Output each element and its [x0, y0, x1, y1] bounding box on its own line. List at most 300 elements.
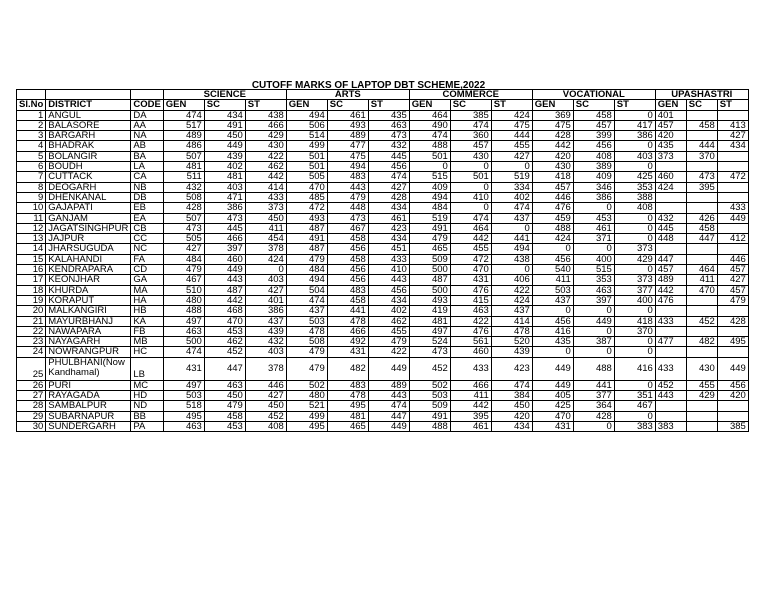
- cutoff-cell: 501: [450, 172, 491, 182]
- header-sc: SC: [204, 100, 245, 110]
- row-district: KALAHANDI: [46, 254, 131, 264]
- cutoff-cell: 0: [614, 265, 655, 275]
- cutoff-cell: 373: [245, 203, 286, 213]
- cutoff-cell: 444: [491, 131, 532, 141]
- cutoff-cell: 411: [245, 223, 286, 233]
- cutoff-cell: 491: [409, 223, 450, 233]
- row-district: ANGUL: [46, 110, 131, 120]
- cutoff-cell: 524: [409, 337, 450, 347]
- table-row: [17, 162, 749, 172]
- table-row: [17, 401, 749, 411]
- cutoff-cell: 481: [204, 172, 245, 182]
- row-district: DEOGARH: [46, 182, 131, 192]
- cutoff-cell: 411: [450, 391, 491, 401]
- cutoff-cell: 437: [286, 306, 327, 316]
- row-code: DA: [131, 110, 163, 120]
- cutoff-cell: 434: [204, 110, 245, 120]
- cutoff-cell: 429: [686, 391, 717, 401]
- cutoff-cell: 479: [368, 337, 409, 347]
- cutoff-cell: 434: [491, 421, 532, 431]
- cutoff-cell: 0: [491, 265, 532, 275]
- table-row: [17, 380, 749, 390]
- row-sl-no: 23: [17, 337, 46, 347]
- cutoff-cell: 450: [491, 401, 532, 411]
- cutoff-cell: 400: [614, 295, 655, 305]
- cutoff-cell: 461: [573, 223, 614, 233]
- cutoff-cell: 466: [204, 234, 245, 244]
- cutoff-cell: 461: [450, 421, 491, 431]
- row-sl-no: 12: [17, 223, 46, 233]
- cutoff-cell: 430: [450, 151, 491, 161]
- cutoff-cell: 433: [655, 316, 686, 326]
- cutoff-cell: 504: [286, 285, 327, 295]
- cutoff-cell: [717, 244, 748, 254]
- row-code: MA: [131, 285, 163, 295]
- cutoff-cell: 422: [368, 347, 409, 357]
- row-code: MC: [131, 380, 163, 390]
- row-district: PURI: [46, 380, 131, 390]
- cutoff-cell: 518: [163, 401, 204, 411]
- cutoff-cell: 0: [245, 265, 286, 275]
- cutoff-cell: 397: [204, 244, 245, 254]
- cutoff-cell: 457: [450, 141, 491, 151]
- cutoff-cell: [655, 162, 686, 172]
- cutoff-cell: 449: [204, 141, 245, 151]
- cutoff-cell: 450: [245, 213, 286, 223]
- cutoff-cell: 430: [532, 162, 573, 172]
- row-sl-no: 25: [17, 357, 46, 380]
- cutoff-cell: 511: [163, 172, 204, 182]
- row-district: SUBARNAPUR: [46, 411, 131, 421]
- row-sl-no: 28: [17, 401, 46, 411]
- cutoff-cell: 401: [245, 295, 286, 305]
- cutoff-cell: 424: [491, 295, 532, 305]
- cutoff-cell: 413: [717, 120, 748, 130]
- cutoff-cell: 493: [327, 120, 368, 130]
- cutoff-cell: 0: [614, 380, 655, 390]
- cutoff-cell: 437: [491, 306, 532, 316]
- cutoff-cell: 470: [532, 411, 573, 421]
- cutoff-cell: 416: [532, 326, 573, 336]
- cutoff-cell: 447: [686, 234, 717, 244]
- cutoff-cell: 406: [491, 275, 532, 285]
- cutoff-cell: 494: [327, 162, 368, 172]
- cutoff-cell: 492: [327, 337, 368, 347]
- cutoff-cell: 463: [450, 306, 491, 316]
- row-sl-no: 29: [17, 411, 46, 421]
- cutoff-cell: 481: [409, 316, 450, 326]
- cutoff-cell: 0: [614, 141, 655, 151]
- cutoff-cell: 0: [450, 162, 491, 172]
- cutoff-cell: 420: [655, 131, 686, 141]
- cutoff-cell: 431: [327, 347, 368, 357]
- cutoff-cell: 383: [614, 421, 655, 431]
- cutoff-cell: 433: [245, 192, 286, 202]
- cutoff-cell: 464: [450, 223, 491, 233]
- cutoff-cell: [655, 203, 686, 213]
- cutoff-cell: 425: [614, 172, 655, 182]
- cutoff-cell: 456: [717, 380, 748, 390]
- header-sl-no: Sl.No: [17, 100, 46, 110]
- cutoff-cell: 443: [204, 275, 245, 285]
- row-sl-no: 7: [17, 172, 46, 182]
- cutoff-cell: 475: [327, 151, 368, 161]
- cutoff-cell: 455: [491, 141, 532, 151]
- row-district: KHURDA: [46, 285, 131, 295]
- cutoff-cell: 495: [717, 337, 748, 347]
- row-sl-no: 21: [17, 316, 46, 326]
- cutoff-cell: 465: [409, 244, 450, 254]
- cutoff-cell: 458: [686, 120, 717, 130]
- cutoff-cell: 456: [573, 141, 614, 151]
- cutoff-cell: 503: [409, 391, 450, 401]
- cutoff-cell: 425: [532, 401, 573, 411]
- cutoff-cell: 487: [286, 223, 327, 233]
- cutoff-cell: 458: [204, 411, 245, 421]
- cutoff-cell: 410: [368, 265, 409, 275]
- row-district: BARGARH: [46, 131, 131, 141]
- blank-cell: [46, 90, 131, 100]
- cutoff-cell: 0: [573, 244, 614, 254]
- cutoff-cell: 427: [163, 244, 204, 254]
- cutoff-cell: 480: [286, 391, 327, 401]
- cutoff-cell: 461: [368, 213, 409, 223]
- cutoff-cell: 474: [409, 131, 450, 141]
- row-code: NA: [131, 131, 163, 141]
- row-sl-no: 2: [17, 120, 46, 130]
- cutoff-cell: 474: [491, 203, 532, 213]
- cutoff-cell: 491: [286, 234, 327, 244]
- cutoff-cell: 503: [163, 391, 204, 401]
- row-code: MB: [131, 337, 163, 347]
- cutoff-cell: 385: [450, 110, 491, 120]
- cutoff-cell: 453: [204, 326, 245, 336]
- cutoff-cell: 420: [717, 391, 748, 401]
- row-sl-no: 18: [17, 285, 46, 295]
- cutoff-cell: 474: [368, 401, 409, 411]
- cutoff-cell: 478: [286, 326, 327, 336]
- cutoff-cell: 479: [286, 347, 327, 357]
- row-sl-no: 13: [17, 234, 46, 244]
- cutoff-cell: [686, 295, 717, 305]
- header-gen: GEN: [655, 100, 686, 110]
- table-row: [17, 265, 749, 275]
- table-row: [17, 347, 749, 357]
- cutoff-cell: 456: [327, 275, 368, 285]
- cutoff-cell: 470: [204, 316, 245, 326]
- cutoff-cell: 450: [204, 391, 245, 401]
- cutoff-cell: [686, 192, 717, 202]
- cutoff-cell: 452: [204, 347, 245, 357]
- cutoff-cell: 479: [204, 401, 245, 411]
- cutoff-cell: 456: [327, 265, 368, 275]
- table-row: [17, 141, 749, 151]
- table-row: [17, 285, 749, 295]
- cutoff-cell: [717, 401, 748, 411]
- cutoff-cell: 494: [286, 275, 327, 285]
- row-district: JAGATSINGHPUR: [46, 223, 131, 233]
- cutoff-cell: 427: [245, 391, 286, 401]
- group-commerce: COMMERCE: [409, 90, 532, 100]
- row-code: KA: [131, 316, 163, 326]
- cutoff-cell: 515: [573, 265, 614, 275]
- cutoff-cell: 430: [245, 141, 286, 151]
- cutoff-cell: 470: [450, 265, 491, 275]
- row-sl-no: 20: [17, 306, 46, 316]
- cutoff-cell: 472: [450, 254, 491, 264]
- cutoff-cell: 457: [532, 182, 573, 192]
- cutoff-cell: 506: [286, 120, 327, 130]
- cutoff-cell: 411: [686, 275, 717, 285]
- cutoff-cell: 519: [491, 172, 532, 182]
- cutoff-cell: 447: [204, 357, 245, 380]
- row-code: CA: [131, 172, 163, 182]
- cutoff-cell: 334: [491, 182, 532, 192]
- cutoff-cell: 495: [327, 401, 368, 411]
- table-row: [17, 337, 749, 347]
- cutoff-cell: 422: [491, 285, 532, 295]
- cutoff-cell: 0: [491, 162, 532, 172]
- cutoff-cell: 446: [245, 380, 286, 390]
- cutoff-cell: [686, 110, 717, 120]
- cutoff-cell: 449: [204, 265, 245, 275]
- cutoff-cell: 429: [614, 254, 655, 264]
- cutoff-cell: [655, 306, 686, 316]
- cutoff-cell: 474: [286, 295, 327, 305]
- cutoff-cell: 433: [717, 203, 748, 213]
- cutoff-cell: 446: [532, 192, 573, 202]
- table-row: [17, 223, 749, 233]
- row-district: SAMBALPUR: [46, 401, 131, 411]
- table-row: [17, 203, 749, 213]
- cutoff-cell: 386: [573, 192, 614, 202]
- cutoff-cell: 427: [717, 275, 748, 285]
- cutoff-cell: 410: [450, 192, 491, 202]
- cutoff-cell: [655, 192, 686, 202]
- cutoff-cell: 467: [163, 275, 204, 285]
- cutoff-cell: 470: [286, 182, 327, 192]
- cutoff-cell: 452: [409, 357, 450, 380]
- table-row: [17, 254, 749, 264]
- cutoff-cell: 474: [450, 213, 491, 223]
- cutoff-cell: 424: [655, 182, 686, 192]
- cutoff-cell: 452: [655, 380, 686, 390]
- cutoff-cell: 501: [409, 151, 450, 161]
- row-district: DHENKANAL: [46, 192, 131, 202]
- cutoff-cell: 489: [368, 380, 409, 390]
- cutoff-cell: 443: [368, 275, 409, 285]
- cutoff-cell: 418: [614, 316, 655, 326]
- cutoff-cell: 438: [491, 254, 532, 264]
- cutoff-cell: 455: [450, 244, 491, 254]
- table-row: [17, 151, 749, 161]
- cutoff-cell: 439: [245, 326, 286, 336]
- cutoff-cell: 364: [573, 401, 614, 411]
- cutoff-cell: 395: [450, 411, 491, 421]
- cutoff-cell: [655, 347, 686, 357]
- cutoff-cell: 444: [686, 141, 717, 151]
- cutoff-cell: 495: [163, 411, 204, 421]
- cutoff-cell: 431: [532, 421, 573, 431]
- header-district: DISTRICT: [46, 100, 131, 110]
- cutoff-cell: 419: [409, 306, 450, 316]
- cutoff-cell: 473: [163, 223, 204, 233]
- cutoff-cell: 435: [655, 141, 686, 151]
- cutoff-cell: 423: [368, 223, 409, 233]
- cutoff-cell: 520: [491, 337, 532, 347]
- cutoff-cell: 442: [655, 285, 686, 295]
- table-row: [17, 411, 749, 421]
- cutoff-cell: 473: [686, 172, 717, 182]
- cutoff-cell: 417: [614, 120, 655, 130]
- table-row: [17, 172, 749, 182]
- cutoff-cell: [686, 254, 717, 264]
- cutoff-cell: 420: [491, 411, 532, 421]
- cutoff-cell: 427: [245, 285, 286, 295]
- cutoff-cell: 489: [163, 131, 204, 141]
- cutoff-cell: 477: [327, 141, 368, 151]
- cutoff-cell: 433: [368, 254, 409, 264]
- row-sl-no: 16: [17, 265, 46, 275]
- cutoff-cell: 0: [491, 223, 532, 233]
- cutoff-cell: 397: [573, 295, 614, 305]
- cutoff-cell: 458: [686, 223, 717, 233]
- cutoff-cell: 449: [532, 380, 573, 390]
- row-district: GAJAPATI: [46, 203, 131, 213]
- cutoff-cell: 461: [327, 110, 368, 120]
- cutoff-cell: 519: [409, 213, 450, 223]
- cutoff-cell: 497: [163, 380, 204, 390]
- cutoff-cell: 426: [686, 213, 717, 223]
- cutoff-cell: 448: [655, 234, 686, 244]
- row-code: HA: [131, 295, 163, 305]
- cutoff-cell: 466: [327, 326, 368, 336]
- cutoff-cell: 427: [717, 131, 748, 141]
- row-code: LB: [131, 357, 163, 380]
- group-vocational: VOCATIONAL: [532, 90, 655, 100]
- row-sl-no: 4: [17, 141, 46, 151]
- cutoff-cell: [686, 401, 717, 411]
- row-district: KORAPUT: [46, 295, 131, 305]
- cutoff-cell: 401: [655, 110, 686, 120]
- row-sl-no: 27: [17, 391, 46, 401]
- cutoff-cell: 441: [327, 306, 368, 316]
- cutoff-cell: 434: [368, 295, 409, 305]
- row-code: LA: [131, 162, 163, 172]
- cutoff-cell: 540: [532, 265, 573, 275]
- cutoff-cell: 457: [655, 120, 686, 130]
- row-district: JHARSUGUDA: [46, 244, 131, 254]
- table-row: [17, 357, 749, 380]
- cutoff-cell: [686, 306, 717, 316]
- cutoff-cell: 458: [327, 254, 368, 264]
- cutoff-cell: 458: [327, 234, 368, 244]
- cutoff-cell: 478: [491, 326, 532, 336]
- cutoff-cell: 467: [327, 223, 368, 233]
- cutoff-cell: 447: [368, 411, 409, 421]
- cutoff-cell: 418: [532, 172, 573, 182]
- header-gen: GEN: [163, 100, 204, 110]
- cutoff-cell: 378: [245, 357, 286, 380]
- cutoff-cell: 457: [717, 265, 748, 275]
- row-sl-no: 11: [17, 213, 46, 223]
- cutoff-cell: [717, 162, 748, 172]
- row-sl-no: 8: [17, 182, 46, 192]
- cutoff-cell: 489: [327, 131, 368, 141]
- cutoff-cell: 434: [717, 141, 748, 151]
- cutoff-cell: 473: [409, 347, 450, 357]
- cutoff-cell: 432: [163, 182, 204, 192]
- cutoff-cell: 370: [614, 326, 655, 336]
- cutoff-cell: 475: [491, 120, 532, 130]
- header-st: ST: [717, 100, 748, 110]
- cutoff-cell: 422: [450, 316, 491, 326]
- cutoff-cell: 439: [204, 151, 245, 161]
- table-row: [17, 326, 749, 336]
- cutoff-cell: 474: [163, 110, 204, 120]
- cutoff-cell: 435: [532, 337, 573, 347]
- cutoff-cell: 453: [204, 421, 245, 431]
- row-district: GANJAM: [46, 213, 131, 223]
- cutoff-cell: 353: [573, 275, 614, 285]
- cutoff-cell: 456: [368, 162, 409, 172]
- cutoff-cell: 386: [614, 131, 655, 141]
- cutoff-cell: 449: [717, 213, 748, 223]
- cutoff-cell: 438: [245, 110, 286, 120]
- cutoff-cell: 510: [163, 285, 204, 295]
- cutoff-cell: 474: [368, 172, 409, 182]
- cutoff-cell: 486: [163, 141, 204, 151]
- row-code: BB: [131, 411, 163, 421]
- cutoff-cell: 462: [245, 162, 286, 172]
- cutoff-cell: 402: [368, 306, 409, 316]
- row-code: AB: [131, 141, 163, 151]
- cutoff-cell: 465: [327, 421, 368, 431]
- cutoff-cell: 514: [286, 131, 327, 141]
- cutoff-cell: 517: [163, 120, 204, 130]
- cutoff-cell: 442: [532, 141, 573, 151]
- cutoff-cell: 445: [204, 223, 245, 233]
- row-code: EB: [131, 203, 163, 213]
- cutoff-cell: 483: [327, 172, 368, 182]
- cutoff-cell: 441: [573, 380, 614, 390]
- cutoff-cell: 432: [655, 213, 686, 223]
- cutoff-cell: [686, 131, 717, 141]
- cutoff-cell: 399: [573, 131, 614, 141]
- row-district: KENDRAPARA: [46, 265, 131, 275]
- cutoff-cell: 0: [450, 182, 491, 192]
- row-code: NB: [131, 182, 163, 192]
- cutoff-cell: 476: [655, 295, 686, 305]
- cutoff-cell: 430: [686, 357, 717, 380]
- cutoff-cell: 451: [368, 244, 409, 254]
- row-district: NAYAGARH: [46, 337, 131, 347]
- cutoff-cell: 427: [368, 182, 409, 192]
- cutoff-cell: 463: [204, 380, 245, 390]
- row-district: MAYURBHANJ: [46, 316, 131, 326]
- cutoff-cell: 485: [286, 192, 327, 202]
- cutoff-cell: 437: [532, 295, 573, 305]
- cutoff-cell: [717, 192, 748, 202]
- cutoff-cell: 464: [409, 110, 450, 120]
- row-sl-no: 1: [17, 110, 46, 120]
- header-gen: GEN: [286, 100, 327, 110]
- cutoff-cell: 424: [532, 234, 573, 244]
- cutoff-cell: 509: [409, 401, 450, 411]
- cutoff-cell: 484: [286, 265, 327, 275]
- row-district: JAJPUR: [46, 234, 131, 244]
- table-row: [17, 213, 749, 223]
